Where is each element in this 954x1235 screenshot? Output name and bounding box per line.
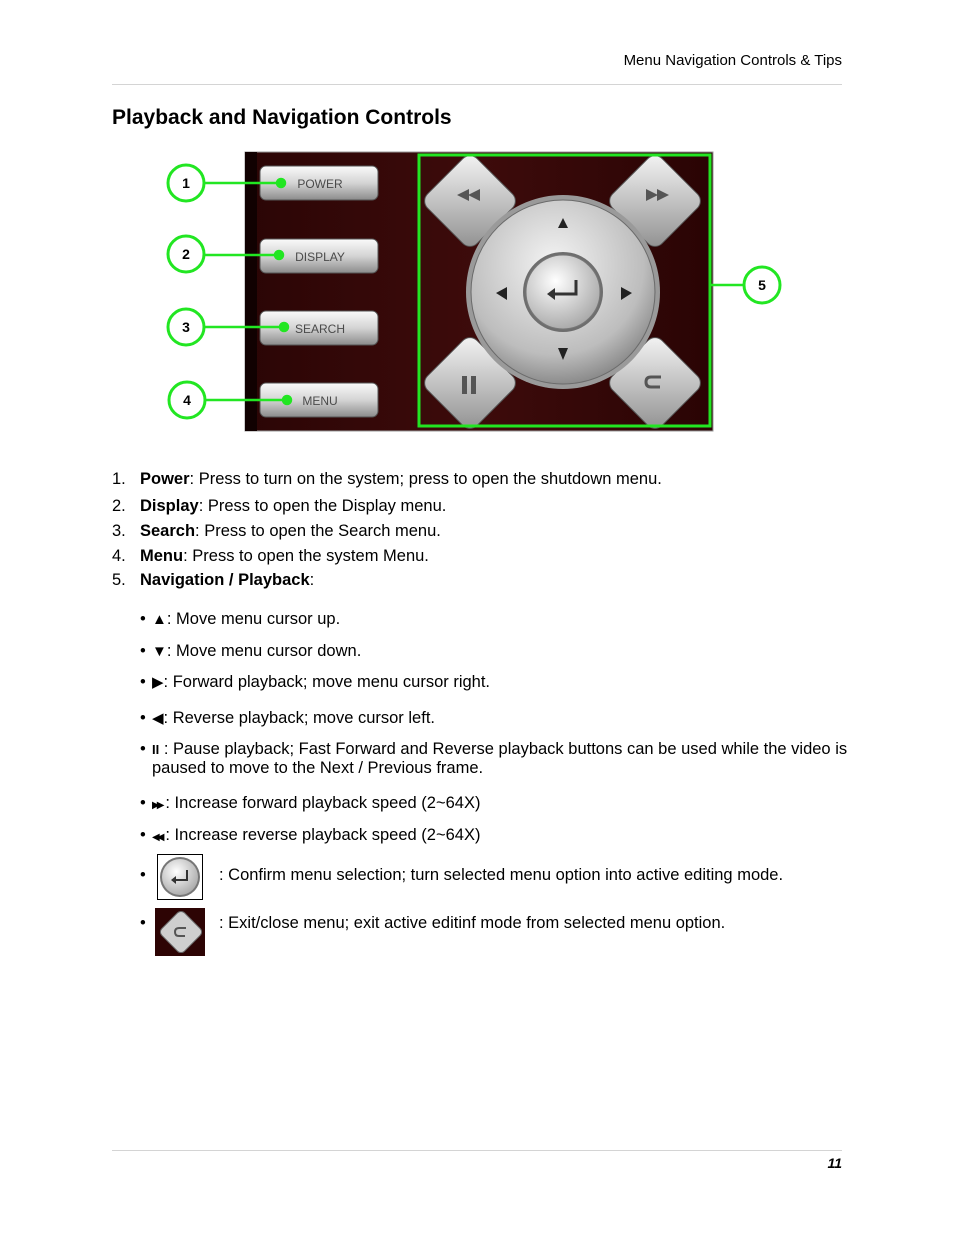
rewind-icon: ◀◀ (152, 832, 162, 843)
svg-text:5: 5 (758, 277, 766, 293)
callout-3 (168, 309, 204, 345)
enter-button[interactable] (523, 252, 603, 332)
search-button-label: SEARCH (294, 322, 346, 336)
header-rule (112, 84, 842, 85)
pause-icon: II (152, 742, 160, 757)
callout-4 (169, 382, 205, 418)
down-triangle-icon: ▼ (152, 643, 167, 660)
front-panel-figure (160, 150, 790, 435)
up-triangle-icon: ▲ (152, 611, 167, 628)
menu-button-label: MENU (302, 394, 338, 408)
svg-text:3: 3 (182, 319, 190, 335)
svg-text:2: 2 (182, 246, 190, 262)
callout-1 (168, 165, 204, 201)
enter-button-icon (157, 854, 203, 900)
fast-forward-icon: ▶▶ (152, 800, 162, 811)
power-button-label: POWER (297, 177, 343, 191)
callout-2 (168, 236, 204, 272)
svg-text:4: 4 (183, 392, 191, 408)
svg-text:1: 1 (182, 175, 190, 191)
left-triangle-icon: ◀ (152, 710, 164, 727)
footer-rule (112, 1150, 842, 1151)
running-header: Menu Navigation Controls & Tips (623, 52, 842, 69)
page-number: 11 (827, 1155, 842, 1171)
display-button-label: DISPLAY (295, 250, 345, 264)
callout-5 (744, 267, 780, 303)
exit-button-icon (155, 908, 205, 956)
page-title: Playback and Navigation Controls (112, 106, 452, 129)
right-triangle-icon: ▶ (152, 674, 164, 691)
